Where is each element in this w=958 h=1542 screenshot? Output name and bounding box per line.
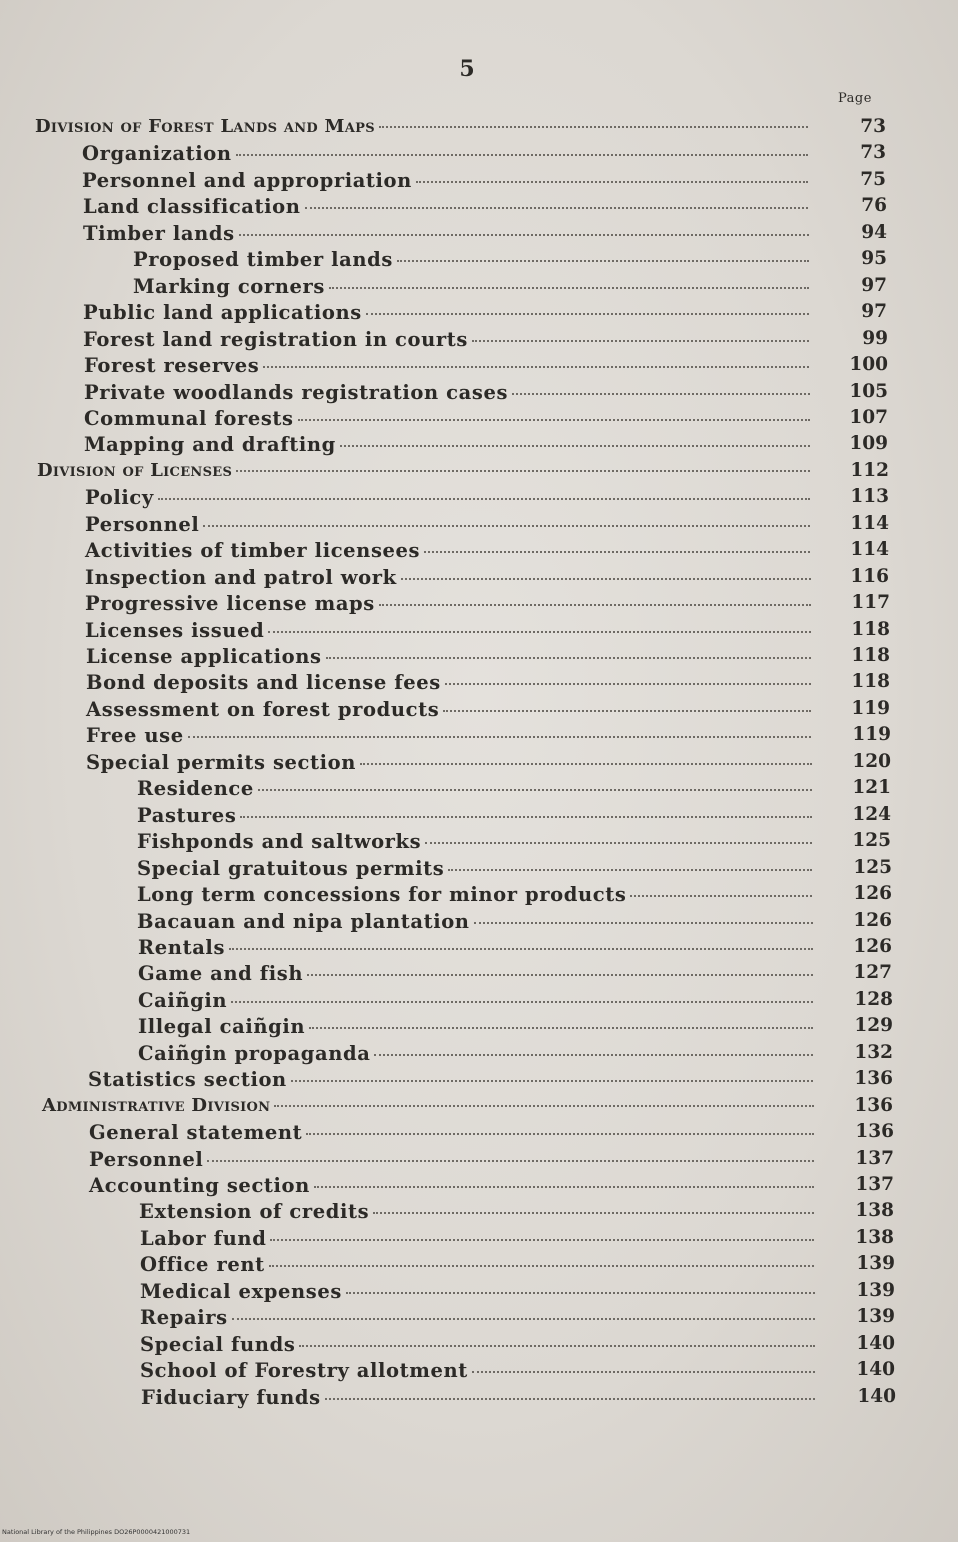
toc-entry-page: 119 (851, 697, 890, 719)
toc-entry (133, 248, 817, 274)
toc-entry (86, 645, 819, 671)
toc-entry-page: 112 (850, 459, 889, 481)
toc-entry-title: Caiñgin propaganda (138, 1041, 371, 1065)
toc-entry-title: Administrative Division (42, 1094, 271, 1116)
toc-entry-page: 126 (853, 883, 892, 905)
toc-entry-title: Organization (82, 142, 232, 166)
toc-page-cell (855, 1359, 895, 1385)
toc-page-cell (847, 195, 887, 221)
toc-entry-page: 128 (854, 988, 893, 1010)
toc-entry-page: 136 (854, 1094, 893, 1116)
toc-entry (83, 301, 817, 327)
toc-page-cell (856, 1386, 896, 1412)
toc-page-cell (851, 724, 891, 750)
toc-entry (84, 407, 818, 433)
page-number: 5 (459, 56, 475, 82)
toc-entry-title: Free use (86, 724, 184, 748)
dot-leader (373, 1212, 814, 1214)
dot-leader (325, 1398, 815, 1400)
toc-entry-page: 100 (849, 354, 888, 376)
toc-entry-page: 137 (855, 1147, 894, 1169)
toc-entry (86, 671, 819, 697)
toc-page-cell (853, 989, 893, 1015)
toc-entry-page: 118 (851, 645, 890, 666)
dot-leader (472, 1371, 815, 1373)
dot-leader (207, 1160, 814, 1162)
toc-entry-title: Activities of timber licensees (85, 539, 421, 563)
toc-entry-title: School of Forestry allotment (140, 1359, 468, 1383)
toc-entry (137, 910, 821, 936)
toc-page-cell (850, 619, 890, 645)
toc-page-cell (849, 460, 889, 486)
toc-page-cell (855, 1306, 895, 1332)
toc-entry (138, 1015, 821, 1041)
toc-entry (140, 1306, 823, 1332)
toc-page-cell (848, 381, 888, 407)
dot-leader (314, 1186, 814, 1188)
toc-entry-title: Proposed timber lands (133, 248, 393, 272)
dot-leader (329, 287, 809, 289)
toc-entry (140, 1333, 823, 1359)
toc-entry-title: Rentals (138, 935, 226, 959)
toc-entry (84, 354, 817, 380)
toc-entry (137, 830, 820, 856)
toc-entry-page: 138 (855, 1226, 894, 1248)
toc-entry-page: 117 (851, 592, 890, 614)
toc-entry (82, 169, 816, 195)
toc-entry-page: 140 (856, 1332, 895, 1354)
dot-leader (239, 234, 809, 236)
toc-entry (138, 936, 821, 962)
toc-page-cell (851, 830, 891, 856)
toc-entry-page: 76 (861, 195, 887, 217)
toc-entry (137, 857, 820, 883)
dot-leader (298, 419, 810, 421)
toc-entry-page: 113 (850, 486, 889, 508)
toc-entry-title: Private woodlands registration cases (84, 380, 509, 404)
toc-entry-page: 118 (851, 618, 890, 640)
toc-entry-title: License applications (86, 645, 322, 668)
dot-leader (269, 1265, 814, 1267)
toc-page-cell (847, 275, 887, 301)
toc-page-cell (851, 777, 891, 803)
toc-entry (84, 381, 818, 407)
toc-page-cell (852, 962, 892, 988)
dot-leader (443, 710, 811, 712)
toc-entry-title: Inspection and patrol work (85, 565, 397, 589)
toc-page-cell (855, 1253, 895, 1279)
toc-entry-page: 116 (850, 565, 889, 587)
toc-entry-title: Licenses issued (85, 618, 265, 642)
toc-entry-page: 125 (853, 856, 892, 878)
toc-page-cell (852, 910, 892, 936)
toc-entry-title: Fishponds and saltworks (137, 830, 422, 854)
toc-entry (139, 1200, 822, 1226)
toc-entry (86, 751, 820, 777)
toc-entry (85, 486, 818, 512)
toc-entry-page: 95 (861, 248, 887, 270)
toc-page-cell (854, 1227, 894, 1253)
toc-page-cell (855, 1333, 895, 1359)
toc-entry (84, 433, 818, 459)
toc-entry (137, 777, 820, 803)
dot-leader (346, 1292, 815, 1294)
toc-entry-page: 126 (853, 909, 892, 931)
dot-leader (340, 445, 810, 447)
toc-entry-title: Public land applications (83, 301, 362, 325)
toc-entry-page: 137 (855, 1174, 894, 1195)
toc-entry-page: 140 (857, 1385, 896, 1407)
toc-entry-page: 73 (860, 116, 886, 137)
toc-entry-title: Personnel (85, 512, 200, 536)
dot-leader (326, 657, 811, 659)
dot-leader (236, 470, 810, 472)
toc-entry-title: Pastures (137, 803, 237, 827)
toc-entry-page: 132 (854, 1041, 893, 1063)
toc-entry (82, 142, 816, 168)
toc-entry-page: 119 (852, 724, 891, 746)
toc-page-cell (854, 1200, 894, 1226)
toc-entry-title: Medical expenses (140, 1279, 342, 1303)
toc-entry-title: Assessment on forest products (86, 697, 440, 721)
toc-page-cell (848, 354, 888, 380)
toc-entry-title: Accounting section (89, 1174, 310, 1197)
toc-entry-page: 125 (852, 830, 891, 852)
toc-entry-title: Labor fund (140, 1226, 267, 1250)
toc-entry-title: General statement (89, 1121, 303, 1145)
toc-entry (86, 724, 819, 750)
dot-leader (274, 1105, 814, 1107)
toc-entry-page: 124 (852, 803, 891, 825)
toc-entry (83, 195, 816, 221)
toc-entry (86, 698, 819, 724)
dot-leader (299, 1345, 815, 1347)
toc-entry-page: 109 (849, 433, 888, 455)
toc-entry-page: 118 (851, 671, 890, 693)
toc-entry-page: 105 (849, 380, 888, 402)
toc-entry-page: 136 (854, 1068, 893, 1090)
toc-entry (140, 1253, 822, 1279)
dot-leader (512, 393, 810, 395)
toc-entry-page: 138 (855, 1200, 894, 1222)
toc-entry-page: 99 (862, 327, 888, 349)
toc-entry-title: Residence (137, 777, 254, 801)
toc-entry-title: Policy (85, 486, 154, 510)
toc-entry (140, 1227, 822, 1253)
toc-entry-title: Extension of credits (139, 1200, 370, 1224)
toc-entry-title: Statistics section (88, 1068, 287, 1092)
toc-entry-title: Caiñgin (138, 988, 228, 1012)
toc-entry (89, 1121, 822, 1147)
toc-entry-page: 126 (853, 935, 892, 957)
toc-entry-title: Repairs (140, 1306, 228, 1330)
dot-leader (231, 1001, 813, 1003)
toc-entry-title: Land classification (83, 195, 301, 219)
toc-entry-title: Forest land registration in courts (83, 327, 468, 351)
dot-leader (360, 763, 812, 765)
toc-entry-title: Forest reserves (84, 354, 260, 378)
toc-entry-page: 114 (850, 512, 889, 534)
toc-entry-page: 75 (860, 168, 886, 190)
toc-page-cell (853, 1095, 893, 1121)
toc-entry-title: Bond deposits and license fees (86, 671, 441, 695)
toc-entry-page: 139 (856, 1306, 895, 1328)
dot-leader (188, 736, 811, 738)
toc-entry-page: 136 (855, 1121, 894, 1143)
dot-leader (416, 181, 808, 183)
dot-leader (236, 154, 808, 156)
toc-page-cell (849, 539, 889, 565)
toc-entry-title: Mapping and drafting (84, 433, 336, 457)
toc-entry-title: Special funds (140, 1332, 296, 1356)
toc-page-cell (853, 1068, 893, 1094)
toc-page-cell (849, 513, 889, 539)
toc-entry (85, 566, 819, 592)
toc-entry (138, 1042, 821, 1068)
toc-entry-page: 127 (853, 962, 892, 984)
footer-credit: National Library of the Philippines DO26P0000421000731 (2, 1528, 191, 1536)
toc-entry (138, 989, 821, 1015)
toc-entry-title: Communal forests (84, 406, 294, 430)
toc-entry-title: Fiduciary funds (141, 1385, 321, 1409)
dot-leader (424, 551, 810, 553)
dot-leader (379, 604, 811, 606)
toc-entry-page: 139 (856, 1253, 895, 1275)
toc-page-cell (851, 804, 891, 830)
toc-page-cell (850, 698, 890, 724)
toc-entry (140, 1280, 823, 1306)
toc-page-cell (850, 645, 890, 671)
toc-entry (83, 222, 817, 248)
dot-leader (307, 974, 813, 976)
toc-entry-page: 97 (861, 301, 887, 323)
toc-entry-page: 107 (849, 406, 888, 428)
toc-page-cell (847, 301, 887, 327)
toc-page-cell (853, 1042, 893, 1068)
toc-entry (35, 116, 816, 142)
toc-entry (88, 1068, 821, 1094)
dot-leader (474, 922, 813, 924)
toc-page-cell (849, 486, 889, 512)
toc-page-cell (848, 328, 888, 354)
dot-leader (397, 260, 809, 262)
dot-leader (309, 1027, 813, 1029)
dot-leader (379, 126, 808, 128)
toc-entry-page: 121 (852, 777, 891, 799)
toc-page-cell (850, 592, 890, 618)
toc-entry-title: Illegal caiñgin (138, 1015, 306, 1039)
toc-page-cell (848, 407, 888, 433)
toc-entry (137, 883, 820, 909)
dot-leader (268, 631, 811, 633)
toc-entry-page: 94 (861, 221, 887, 243)
toc-entry-title: Progressive license maps (85, 592, 375, 616)
toc-page-cell (853, 1015, 893, 1041)
toc-entry-title: Division of Licenses (37, 459, 233, 481)
toc-entry (133, 275, 817, 301)
toc-page-cell (849, 566, 889, 592)
toc-entry (141, 1386, 823, 1412)
toc-entry (89, 1174, 822, 1200)
dot-leader (270, 1239, 814, 1241)
dot-leader (366, 313, 809, 315)
toc-entry-page: 129 (854, 1015, 893, 1037)
toc-entry-title: Special permits section (86, 750, 357, 774)
toc-entry (85, 539, 818, 565)
dot-leader (258, 789, 812, 791)
toc-entry-page: 139 (856, 1279, 895, 1301)
toc-entry (85, 619, 819, 645)
toc-entry-page: 73 (860, 142, 886, 164)
toc-entry-title: Bacauan and nipa plantation (137, 909, 470, 933)
toc-page-cell (847, 248, 887, 274)
dot-leader (445, 683, 811, 685)
dot-leader (291, 1080, 813, 1082)
dot-leader (306, 1133, 814, 1135)
dot-leader (240, 816, 812, 818)
toc-entry-title: Office rent (140, 1253, 265, 1277)
toc-entry-title: Personnel (89, 1147, 204, 1171)
toc-entry-title: Long term concessions for minor products (137, 883, 627, 907)
toc-entry (138, 962, 821, 988)
toc-entry (140, 1359, 823, 1385)
toc-page-cell (854, 1121, 894, 1147)
toc-page-cell (848, 433, 888, 459)
toc-entry-title: Personnel and appropriation (82, 168, 412, 192)
toc-entry-page: 140 (856, 1359, 895, 1381)
dot-leader (630, 895, 812, 897)
toc-page-cell (852, 936, 892, 962)
toc-page-cell (852, 883, 892, 909)
dot-leader (229, 948, 813, 950)
toc-entry-title: Timber lands (83, 221, 235, 245)
toc-page-cell (846, 116, 886, 142)
toc-page-cell (850, 671, 890, 697)
toc-page-cell (852, 857, 892, 883)
dot-leader (425, 842, 812, 844)
dot-leader (472, 340, 809, 342)
dot-leader (203, 525, 810, 527)
toc-page-cell (851, 751, 891, 777)
toc-page-cell (847, 222, 887, 248)
page-column-heading: Page (838, 91, 872, 106)
toc-page-cell (854, 1174, 894, 1200)
toc-entry-title: Division of Forest Lands and Maps (35, 116, 375, 137)
toc-entry-page: 114 (850, 539, 889, 561)
toc-page-cell (846, 169, 886, 195)
dot-leader (401, 578, 811, 580)
toc-page-cell (854, 1148, 894, 1174)
toc-entry-title: Special gratuitous permits (137, 856, 445, 880)
toc-entry-title: Marking corners (133, 274, 326, 298)
dot-leader (158, 498, 810, 500)
toc-entry (89, 1148, 822, 1174)
dot-leader (305, 207, 808, 209)
toc-entry (83, 328, 817, 354)
toc-entry-page: 97 (861, 274, 887, 296)
dot-leader (374, 1054, 813, 1056)
toc-entry-page: 120 (852, 750, 891, 772)
toc-entry (85, 592, 819, 618)
dot-leader (232, 1318, 815, 1320)
toc-page-cell (846, 142, 886, 168)
toc-entry-title: Game and fish (138, 962, 304, 986)
toc-entry (42, 1095, 822, 1121)
toc-entry (85, 513, 818, 539)
toc-page-cell (855, 1280, 895, 1306)
toc-entry (137, 804, 820, 830)
dot-leader (263, 366, 809, 368)
toc-entry (37, 460, 818, 486)
dot-leader (448, 869, 812, 871)
